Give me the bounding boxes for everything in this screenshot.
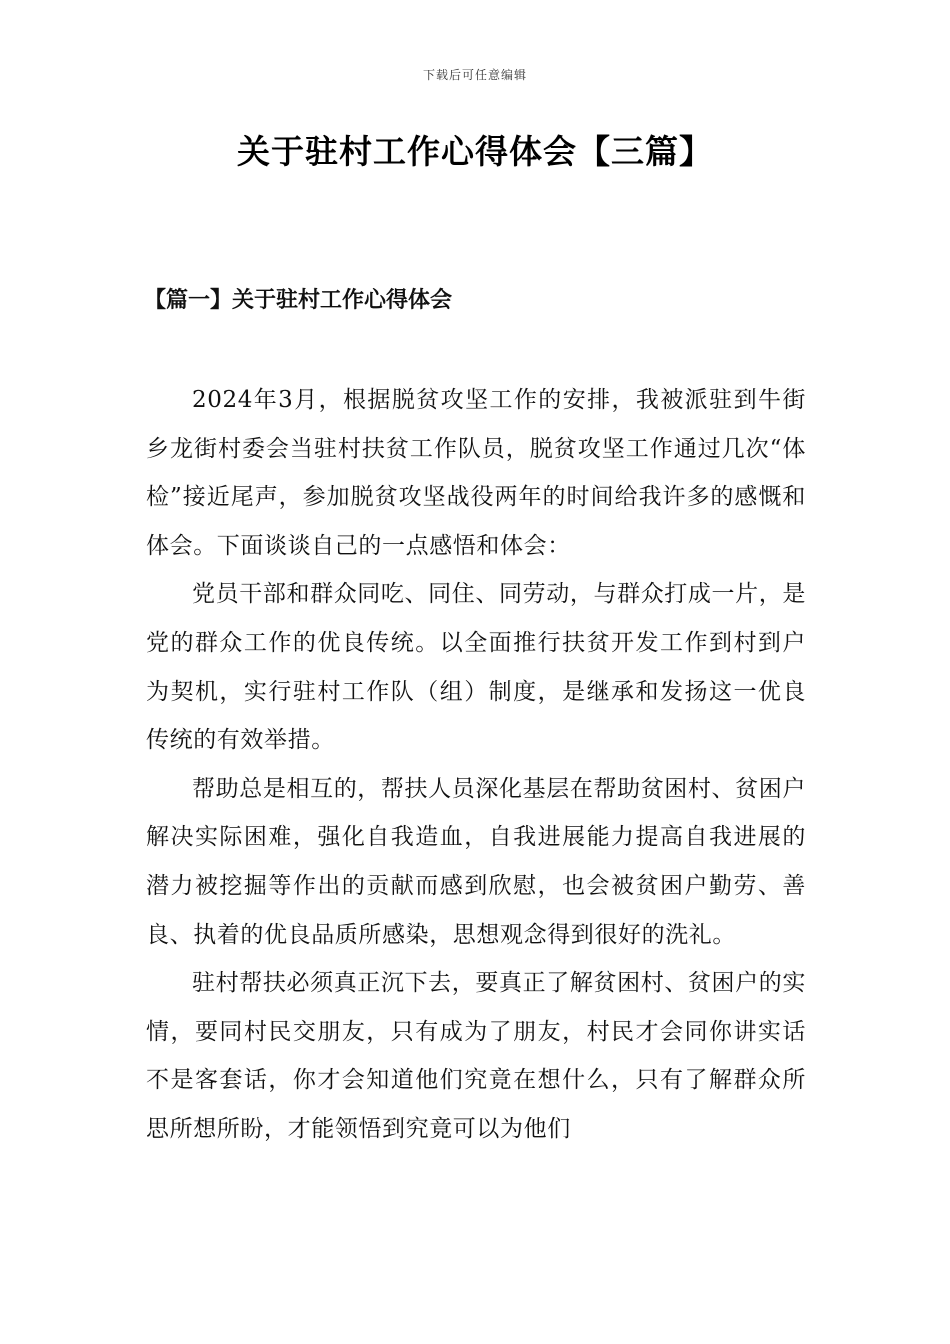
section-heading: 【篇一】关于驻村工作心得体会 [144, 287, 453, 313]
paragraph-3: 帮助总是相互的，帮扶人员深化基层在帮助贫困村、贫困户解决实际困难，强化自我造血，自我进展能力提高自我进展的潜力被挖掘等作出的贡献而感到欣慰，也会被贫困户勤劳、善良、执着的优良品质所感染，思想观念得到很好的洗礼。 [146, 775, 806, 948]
header-note: 下载后可任意编辑 [422, 68, 527, 82]
paragraph-1: 2024年3月，根据脱贫攻坚工作的安排，我被派驻到牛街乡龙街村委会当驻村扶贫工作队员，脱贫攻坚工作通过几次“体检”接近尾声，参加脱贫攻坚战役两年的时间给我许多的感慨和体会。下面谈谈自己的一点感悟和体会： [146, 387, 806, 559]
body-text [146, 376, 806, 1154]
document-title: 关于驻村工作心得体会【三篇】 [237, 132, 713, 171]
paragraph-4: 驻村帮扶必须真正沉下去，要真正了解贫困村、贫困户的实情，要同村民交朋友，只有成为了朋友，村民才会同你讲实话不是客套话，你才会知道他们究竟在想什么，只有了解群众所思所想所盼，才能领悟到究竟可以为他们 [146, 970, 806, 1142]
paragraph-2: 党员干部和群众同吃、同住、同劳动，与群众打成一片，是党的群众工作的优良传统。以全面推行扶贫开发工作到村到户为契机，实行驻村工作队（组）制度，是继承和发扬这一优良传统的有效举措。 [146, 581, 806, 754]
